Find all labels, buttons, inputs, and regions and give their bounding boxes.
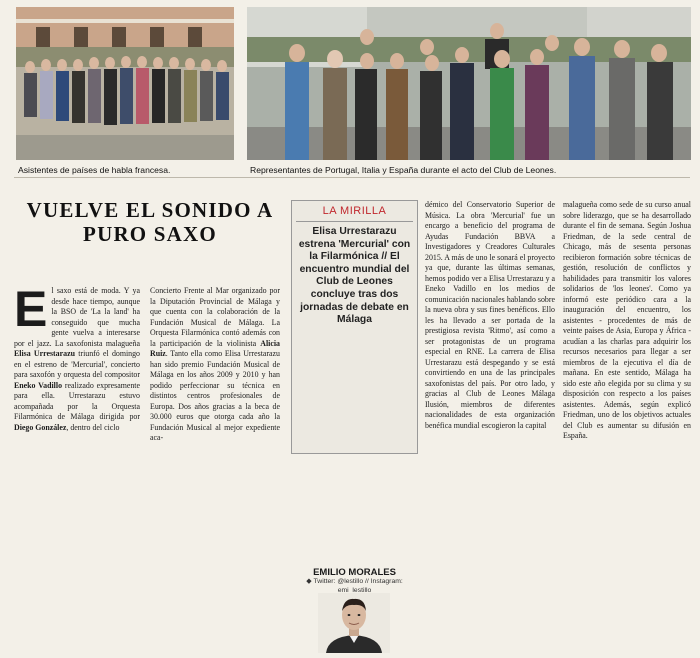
section-divider: [14, 177, 690, 178]
col3-text: démico del Conservatorio Superior de Música. La obra 'Mercurial' fue un encargo a beneficio del programa de Ayudas Fundación BBVA a Investigadores y Creadores Culturales 2015. A más de uno le sonará el proyecto ya que, durante las últimas semanas, hemos podido ver a Elisa Urrestarazu y a Eneko Vadillo en los medios de comunicación nacionales hablando sobre la nueva obra y sus fines benéficos. Ello les ha llevado a ser portada de la prestigiosa revista 'Ritmo', así como a ser protagonistas de un programa especial en RNE. La carrera de Elisa Urrestarazu está despegando y se está convirtiendo en una de las principales saxofonistas del país. Por otro lado, y gracias al Club de Leones Málaga Ilusión, miembros de diferentes nacionalidades de esta organización benéfica mundial escogieron la capital: [425, 200, 555, 430]
drop-cap: E: [14, 281, 48, 337]
sidebar-divider: [296, 221, 413, 222]
author-social-text: Twitter: @lestillo // Instagram: emi_lestillo: [313, 578, 403, 594]
photo-caption-left: Asistentes de países de habla francesa.: [18, 165, 171, 175]
col1-text-6: , dentro del ciclo: [66, 422, 120, 432]
sidebar-title: Elisa Urrestarazu estrena 'Mercurial' con la Filarmónica // El encuentro mundial del Club de Leones concluye tras dos jornadas de debate en Málaga: [298, 226, 411, 326]
col4-text: malagueña como sede de su curso anual sobre liderazgo, que se ha desarrollado durante el fin de semana. Según Joshua Friedman, de la sede central de Chicago, más de sesenta personas recibieron formación sobre técnicas de gestión, resolución de conflictos y habilidades para transmitir los valores solidarios de 'los leones'. Como ya informó este periódico cara a la inauguración del encuentro, los asistentes - procedentes de más de veinte países de Asia, Europa y África - acudían a las charlas para adquirir los recursos necesarios para llegar a ser miembros de la ejecutiva el día de mañana. En este sentido, Málaga ha sido este año elegida por su clima y su disposición con respecto a los países asistentes. Además, según explicó Friedman, uno de los objetivos actuales del Club es aumentar su difusión en España.: [563, 200, 691, 440]
article-column-4: [563, 200, 691, 456]
sidebar-la-mirilla: [291, 200, 418, 594]
article-headline: VUELVE EL SONIDO A PURO SAXO: [26, 198, 274, 246]
article-column-3: [425, 200, 555, 456]
sidebar-kicker: LA MIRILLA: [322, 205, 387, 217]
col1-name-elisa: Elisa Urrestarazu: [14, 349, 75, 358]
group-photo-icon: [16, 7, 234, 160]
col2-name-alicia: Alicia Ruiz: [150, 338, 280, 358]
col1-name-diego: Diego González: [14, 422, 67, 432]
author-portrait: [318, 593, 390, 653]
col2-text-2: . Tanto ella como Elisa Urrestarazu han sido premio Fundación Musical de Málaga en los años 2009 y 2010 y han podido perfeccionar su técnica en distintos centros profesionales de Europa. Dos años gracias a la beca de 30.000 euros que otorga cada año la Fundación Musical al mejor expediente aca-: [150, 349, 280, 442]
col1-text-2: triunfó el domingo en el estreno de 'Mercurial', concierto para saxofón y orquesta del compositor: [14, 349, 140, 379]
photo-caption-right: Representantes de Portugal, Italia y España durante el acto del Club de Leones.: [250, 165, 557, 175]
twitter-icon: ◆: [306, 578, 314, 585]
author-name: EMILIO MORALES: [313, 567, 396, 578]
col1-text-4: realizado expresamente para ella. Urrestarazu estuvo acompañada por la Orquesta Filarmónica de Málaga dirigida por: [14, 380, 141, 421]
photo-french-speaking-attendees: [16, 7, 234, 160]
photo-lions-club-representatives: [247, 7, 691, 160]
col1-text-0: l saxo está de moda. Y ya desde hace tiempo, aunque la BSO de 'La la land' ha conseguido que mucha gente vuelva a interesarse por el jazz. La saxofonista malagueña: [14, 286, 140, 348]
col1-name-eneko: Eneko Vadillo: [14, 380, 63, 390]
group-photo-icon: [247, 7, 691, 160]
author-portrait-icon: [318, 593, 390, 653]
article-column-1: [14, 281, 141, 456]
article-column-2: [150, 286, 280, 456]
col2-text-0: Concierto Frente al Mar organizado por la Diputación Provincial de Málaga y que cuenta con la colaboración de la Fundación Musical de Málaga. La Orquesta Filarmónica contó además con la participación de la violinista: [150, 286, 280, 348]
